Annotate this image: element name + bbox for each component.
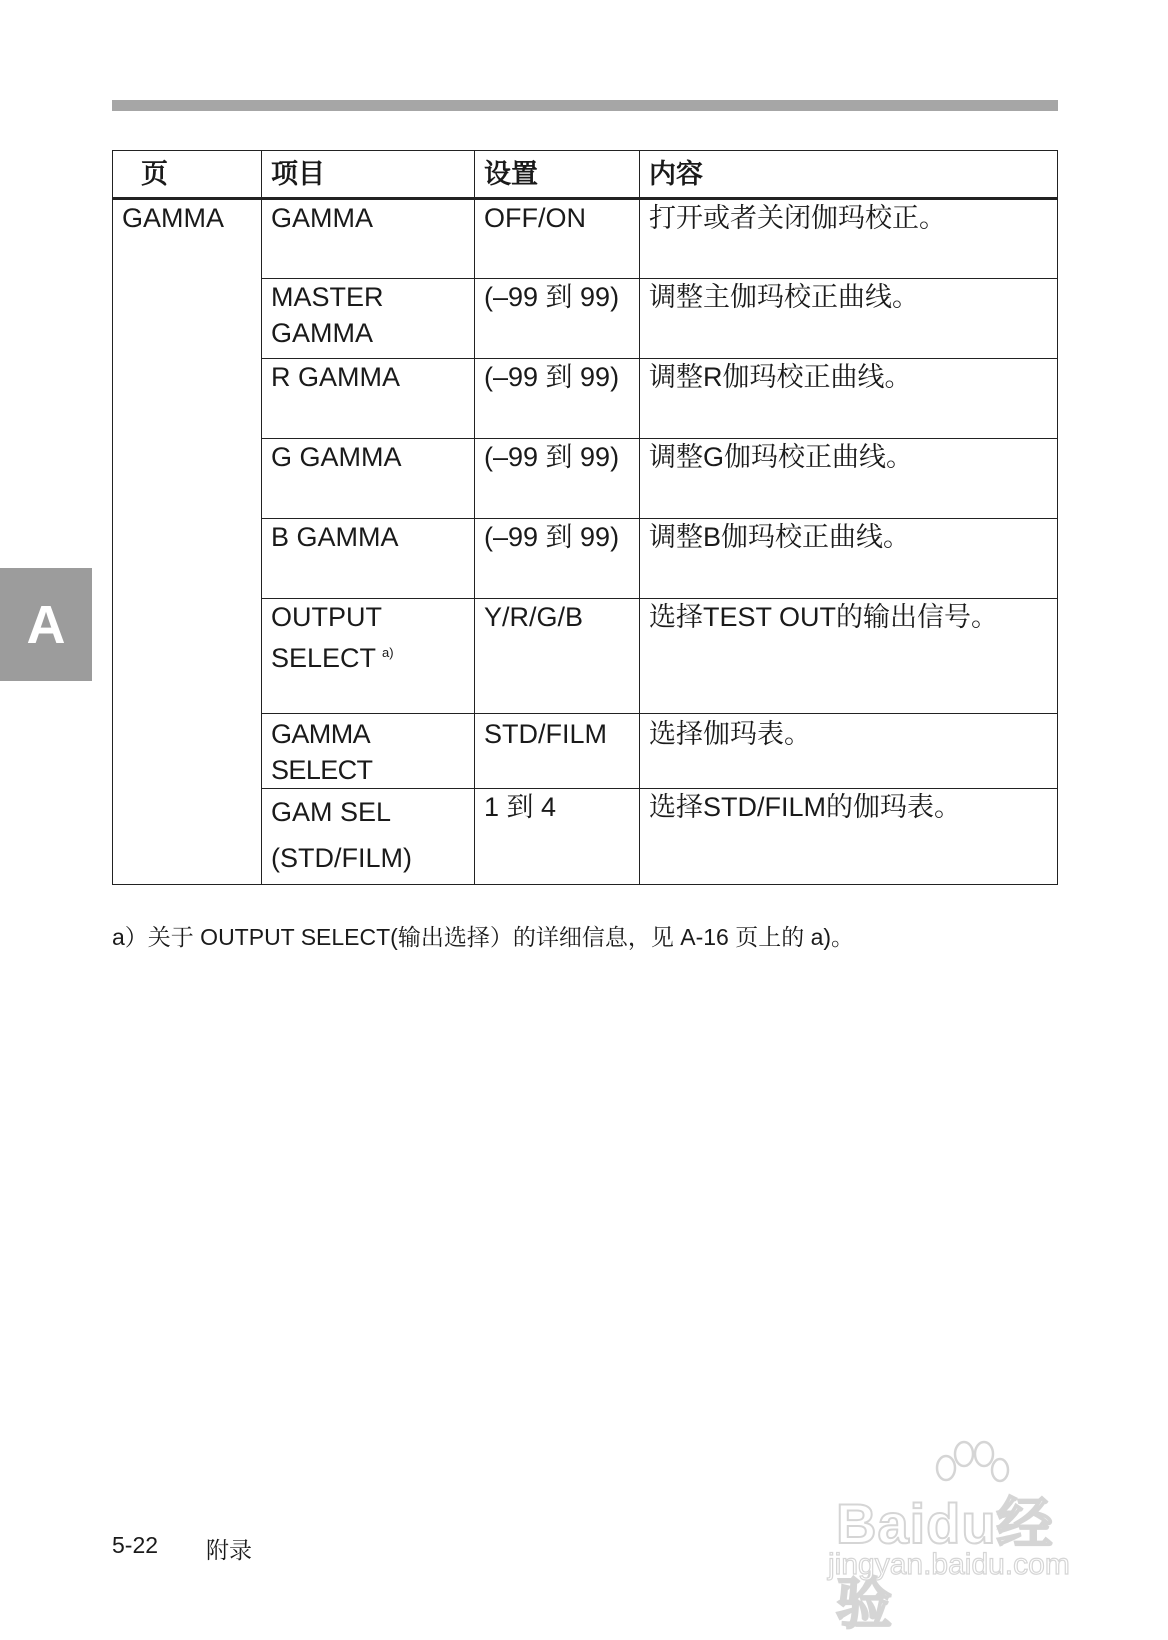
item-cell [262, 279, 475, 359]
item-name-line-2 [271, 635, 465, 676]
content-cell: 调整R伽玛校正曲线。 [640, 359, 1058, 439]
item-name: GAMMA SELECT [271, 719, 373, 785]
item-name-line-2: GAMMA [271, 318, 374, 348]
setting-cell: (–99 到 99) [475, 359, 640, 439]
content-cell: 打开或者关闭伽玛校正。 [640, 199, 1058, 279]
footnote-marker: a) [382, 645, 394, 660]
header-page: 页 [113, 151, 262, 199]
watermark-main: Baidu经验 [836, 1492, 1054, 1635]
setting-cell: 1 到 4 [475, 789, 640, 885]
content-cell: 调整G伽玛校正曲线。 [640, 439, 1058, 519]
setting-cell: (–99 到 99) [475, 279, 640, 359]
item-cell [262, 439, 475, 519]
appendix-side-tab [0, 568, 92, 681]
item-cell [262, 714, 475, 789]
table-row [113, 199, 1058, 279]
setting-cell: STD/FILM [475, 714, 640, 789]
page-cell: GAMMA [113, 199, 262, 885]
side-tab-letter: A [26, 594, 66, 655]
page-section: 附录 [206, 1537, 252, 1563]
item-name: G GAMMA [271, 442, 402, 472]
item-cell [262, 199, 475, 279]
item-name: GAMMA [271, 203, 374, 233]
item-name: R GAMMA [271, 362, 401, 392]
setting-cell: (–99 到 99) [475, 439, 640, 519]
header-item: 项目 [262, 151, 475, 199]
item-cell [262, 359, 475, 439]
content-cell: 调整主伽玛校正曲线。 [640, 279, 1058, 359]
content-cell: 选择TEST OUT的输出信号。 [640, 599, 1058, 714]
item-name-line-2: (STD/FILM) [271, 843, 412, 873]
header-setting: 设置 [475, 151, 640, 199]
watermark-sub: jingyan.baidu.com [828, 1548, 1070, 1581]
gamma-settings-table [112, 150, 1058, 885]
item-cell [262, 599, 475, 714]
content-cell: 调整B伽玛校正曲线。 [640, 519, 1058, 599]
item-name: B GAMMA [271, 522, 399, 552]
content-cell: 选择STD/FILM的伽玛表。 [640, 789, 1058, 885]
content-cell: 选择伽玛表。 [640, 714, 1058, 789]
setting-cell: (–99 到 99) [475, 519, 640, 599]
item-cell [262, 789, 475, 885]
baidu-watermark [828, 1440, 1108, 1635]
footnote: a）关于 OUTPUT SELECT(输出选择）的详细信息，见 A-16 页上的 a)。 [112, 924, 855, 950]
item-name-line-1: MASTER [271, 282, 384, 312]
table-header-row [113, 151, 1058, 199]
page-number: 5-22 [112, 1532, 159, 1558]
setting-cell: Y/R/G/B [475, 599, 640, 714]
header-content: 内容 [640, 151, 1058, 199]
item-name-text: SELECT [271, 643, 377, 673]
setting-cell: OFF/ON [475, 199, 640, 279]
item-name-line-1: OUTPUT [271, 602, 382, 632]
item-cell [262, 519, 475, 599]
top-rule [112, 100, 1058, 111]
item-name-line-1: GAM SEL [271, 797, 392, 827]
